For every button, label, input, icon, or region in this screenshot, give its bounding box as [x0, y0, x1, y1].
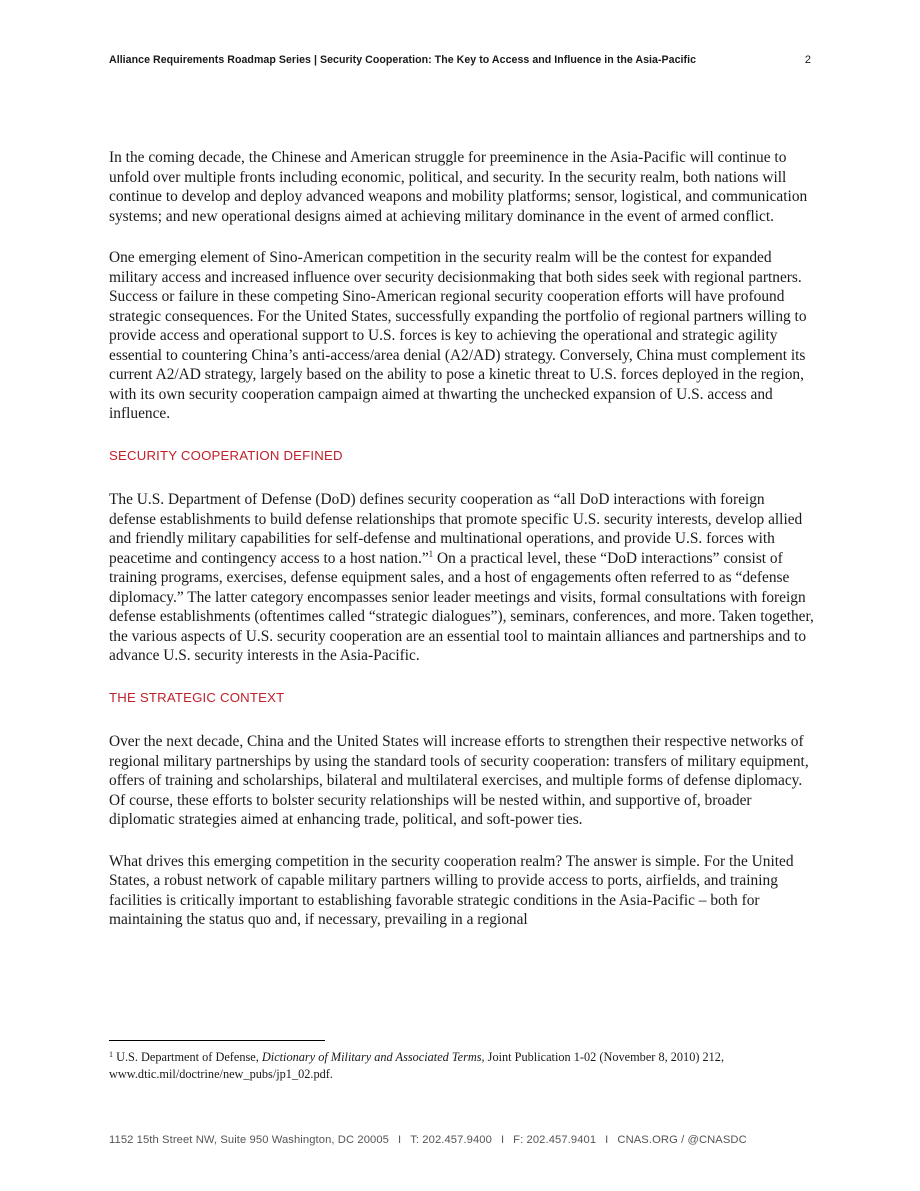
footer-separator: I [500, 1134, 505, 1146]
footnote-reference: 1 [428, 548, 434, 559]
footnote [109, 1049, 819, 1083]
page-number: 2 [804, 54, 811, 66]
footnote-suffix: Joint Publication 1-02 (November 8, 2010) 212, www.dtic.mil/doctrine/new_pubs/jp1_02.pdf. [109, 1050, 725, 1081]
footer-separator: I [605, 1134, 609, 1146]
paragraph-4: Over the next decade, China and the United States will increase efforts to strengthen their respective networks of regional military partnerships by using the standard tools of security cooperation: transfers of military equipment, offers of training and scholarships, bilateral and multilateral exercises, and multiple forms of defense diplomacy. Of course, these efforts to bolster security relationships will be nested within, and supportive of, broader diplomatic strategies aimed at enhancing trade, political, and soft-power ties. [109, 733, 809, 828]
paragraph-3-part-b: On a practical level, these “DoD interactions” consist of training programs, exercises, defense equipment sales, and a host of engagements often referred to as “defense diplomacy.” The latter category encompasses senior leader meetings and visits, formal consultations with foreign defense establishments (oftentimes called “strategic dialogues”), seminars, conferences, and more. Taken together, the various aspects of U.S. security cooperation are an essential tool to maintain alliances and partnerships and to advance U.S. security interests in the Asia-Pacific. [109, 549, 814, 664]
running-header [109, 54, 809, 66]
paragraph-5: What drives this emerging competition in the security cooperation realm? The answer is simple. For the United States, a robust network of capable military partners willing to provide access to ports, airfields, and training facilities is critically important to establishing favorable strategic conditions in the Asia-Pacific – both for maintaining the status quo and, if necessary, prevailing in a regional [109, 852, 794, 928]
page-footer [109, 1134, 829, 1146]
section-heading-strategic-context: THE STRATEGIC CONTEXT [109, 689, 285, 705]
footer-separator: I [397, 1134, 402, 1146]
main-content [109, 148, 814, 952]
paragraph-3-part-a: The U.S. Department of Defense (DoD) defines security cooperation as “all DoD interactions with foreign defense establishments to build defense relationships that promote specific U.S. security interests, develop allied and friendly military capabilities for self-defense and multinational operations, and provide U.S. forces with peacetime and contingency access to a host nation.” [109, 491, 803, 567]
paragraph-3 [109, 490, 814, 666]
footnote-title: Dictionary of Military and Associated Terms, [261, 1050, 485, 1064]
footnote-number: 1 [109, 1050, 113, 1059]
footer-fax: F: 202.457.9401 [513, 1134, 597, 1146]
footer-phone: T: 202.457.9400 [410, 1134, 492, 1146]
footnote-prefix: U.S. Department of Defense, [113, 1050, 262, 1064]
footnote-divider [109, 1040, 325, 1041]
paragraph-1: In the coming decade, the Chinese and American struggle for preeminence in the Asia-Pacific will continue to unfold over multiple fronts including economic, political, and security. In the security realm, both nations will continue to develop and deploy advanced weapons and mobility platforms; sensor, logistical, and communication systems; and new operational designs aimed at achieving military dominance in the event of armed conflict. [109, 149, 808, 225]
footer-address: 1152 15th Street NW, Suite 950 Washington, DC 20005 [109, 1134, 389, 1146]
footer-web: CNAS.ORG / @CNASDC [617, 1134, 747, 1146]
paragraph-2: One emerging element of Sino-American competition in the security realm will be the contest for expanded military access and increased influence over security decisionmaking that both sides seek with regional partners. Success or failure in these competing Sino-American regional security cooperation efforts will have profound strategic consequences. For the United States, successfully expanding the portfolio of regional partners willing to provide access and operational support to U.S. forces is key to achieving the operational and strategic agility essential to countering China’s anti-access/area denial (A2/AD) strategy. Conversely, China must complement its current A2/AD strategy, largely based on the ability to pose a kinetic threat to U.S. forces deployed in the region, with its own security cooperation campaign aimed at thwarting the unchecked expansion of U.S. access and influence. [109, 249, 807, 422]
section-heading-security-cooperation-defined: SECURITY COOPERATION DEFINED [109, 447, 343, 463]
running-header-title: Alliance Requirements Roadmap Series | Security Cooperation: The Key to Access and Influence in the Asia-Pacific [109, 54, 697, 66]
